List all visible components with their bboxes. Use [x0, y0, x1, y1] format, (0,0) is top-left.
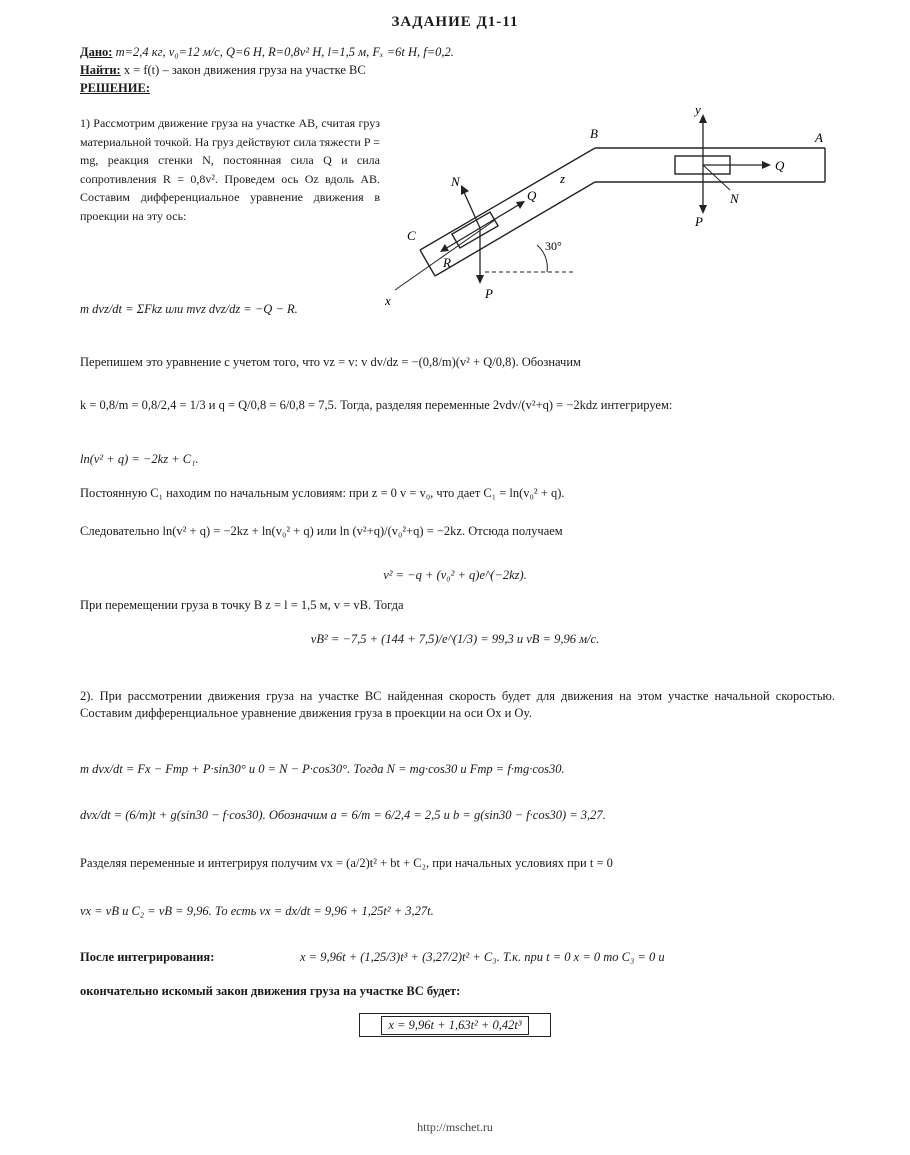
- section2-eq2: dvx/dt = (6/m)t + g(sin30 − f·cos30). Обозначим a = 6/m = 6/2,4 = 2,5 и b = g(sin30 − f·cos30) = 3,27.: [80, 808, 606, 822]
- rewrite-line: Перепишем это уравнение с учетом того, что vz = v: v dv/dz = −(0,8/m)(v² + Q/0,8). Обозначим: [80, 355, 581, 369]
- section2-eq1: m dvx/dt = Fx − Fтр + P·sin30° и 0 = N − P·cos30°. Тогда N = mg·cos30 и Fтр = f·mg·cos30.: [80, 762, 565, 776]
- point-b-line: При перемещении груза в точку B z = l = 1,5 м, v = vB. Тогда: [80, 598, 404, 612]
- given-text: m=2,4 кг, v₀=12 м/с, Q=6 Н, R=0,8v² Н, l=1,5 м, Fₓ =6t Н, f=0,2.: [115, 45, 454, 59]
- answer-formula: x = 9,96t + 1,63t² + 0,42t³: [381, 1016, 528, 1035]
- label-y-axis: y: [695, 102, 701, 117]
- section1-paragraph-block: [80, 114, 380, 225]
- inclined-plane-diagram: [385, 100, 845, 315]
- c2-line: vx = vB и C₂ = vB = 9,96. То есть vx = dx/dt = 9,96 + 1,25t² + 3,27t.: [80, 904, 434, 918]
- given-line: [80, 44, 454, 60]
- final-text-line: окончательно искомый закон движения груза на участке BC будет:: [80, 984, 461, 998]
- after-integration-equation: x = 9,96t + (1,25/3)t³ + (3,27/2)t² + C₃. Т.к. при t = 0 x = 0 то C₃ = 0 и: [300, 950, 665, 964]
- section1-paragraph: 1) Рассмотрим движение груза на участке AB, считая груз материальной точкой. На груз действуют сила тяжести P = mg, реакция стенки N, постоянная сила Q и сила сопротивления R = 0,8v². Проведем ось Oz вдоль AB. Составим дифференциальное уравнение движения в проекции на эту ось:: [80, 116, 380, 223]
- label-z: z: [560, 171, 566, 186]
- answer-box: [359, 1013, 551, 1037]
- label-q-horizontal: Q: [775, 158, 785, 173]
- label-a: A: [815, 130, 823, 145]
- result-line: Следовательно ln(v² + q) = −2kz + ln(v₀² + q) или ln (v²+q)/(v₀²+q) = −2kz. Отсюда получаем: [80, 524, 563, 538]
- find-line: [80, 62, 366, 78]
- main-differential-equation: m dvz/dt = ΣFkz или mvz dvz/dz = −Q − R.: [80, 302, 298, 316]
- q-arrow-incline: [480, 204, 520, 228]
- integral-line: ln(v² + q) = −2kz + C₁.: [80, 452, 199, 466]
- solution-heading: [80, 80, 150, 96]
- gravity-arrowhead-incline: [476, 275, 484, 284]
- label-x-axis: x: [385, 293, 391, 308]
- p-arrowhead-horizontal: [699, 205, 707, 214]
- label-angle: 30°: [545, 239, 562, 253]
- separation-line: Разделяя переменные и интегрируя получим vx = (a/2)t² + bt + C₂, при начальных условиях при t = 0: [80, 856, 613, 870]
- label-b: B: [590, 126, 598, 141]
- given-label: Дано:: [80, 45, 113, 59]
- solution-label: РЕШЕНИЕ:: [80, 81, 150, 95]
- label-r: R: [443, 255, 451, 270]
- after-integration-label: После интегрирования:: [80, 950, 215, 964]
- page-title: ЗАДАНИЕ Д1-11: [391, 14, 519, 30]
- label-n-horizontal: N: [730, 191, 739, 206]
- constant-line: Постоянную C₁ находим по начальным условиям: при z = 0 v = v₀, что дает C₁ = ln(v₀² + q).: [80, 486, 565, 500]
- label-p-incline: P: [485, 286, 493, 301]
- label-c: C: [407, 228, 416, 243]
- notation-line: k = 0,8/m = 0,8/2,4 = 1/3 и q = Q/0,8 = 6/0,8 = 7,5. Тогда, разделяя переменные 2vdv/(v²+q) = −2kdz интегрируем:: [80, 398, 673, 412]
- label-n: N: [451, 174, 460, 189]
- footer-url[interactable]: http://mschet.ru: [417, 1120, 493, 1134]
- label-p-horizontal: P: [695, 214, 703, 229]
- section2-intro: 2). При рассмотрении движения груза на участке BC найденная скорость будет для движения на этом участке начальной скоростью. Составим дифференциальное уравнение движения груза в проекции на оси Ox и Oy.: [80, 689, 835, 720]
- find-label: Найти:: [80, 63, 121, 77]
- q-arrowhead-horizontal: [762, 161, 771, 169]
- label-q-incline: Q: [527, 188, 537, 203]
- vb-equation: vB² = −7,5 + (144 + 7,5)/e^(1/3) = 99,3 и vB = 9,96 м/с.: [310, 632, 600, 646]
- find-text: x = f(t) – закон движения груза на участке BC: [123, 63, 366, 77]
- incline-bottom-edge: [435, 182, 595, 276]
- velocity-equation: v² = −q + (v₀² + q)e^(−2kz).: [383, 568, 527, 582]
- incline-top-edge: [420, 148, 595, 250]
- x-direction-horizontal: [703, 165, 730, 190]
